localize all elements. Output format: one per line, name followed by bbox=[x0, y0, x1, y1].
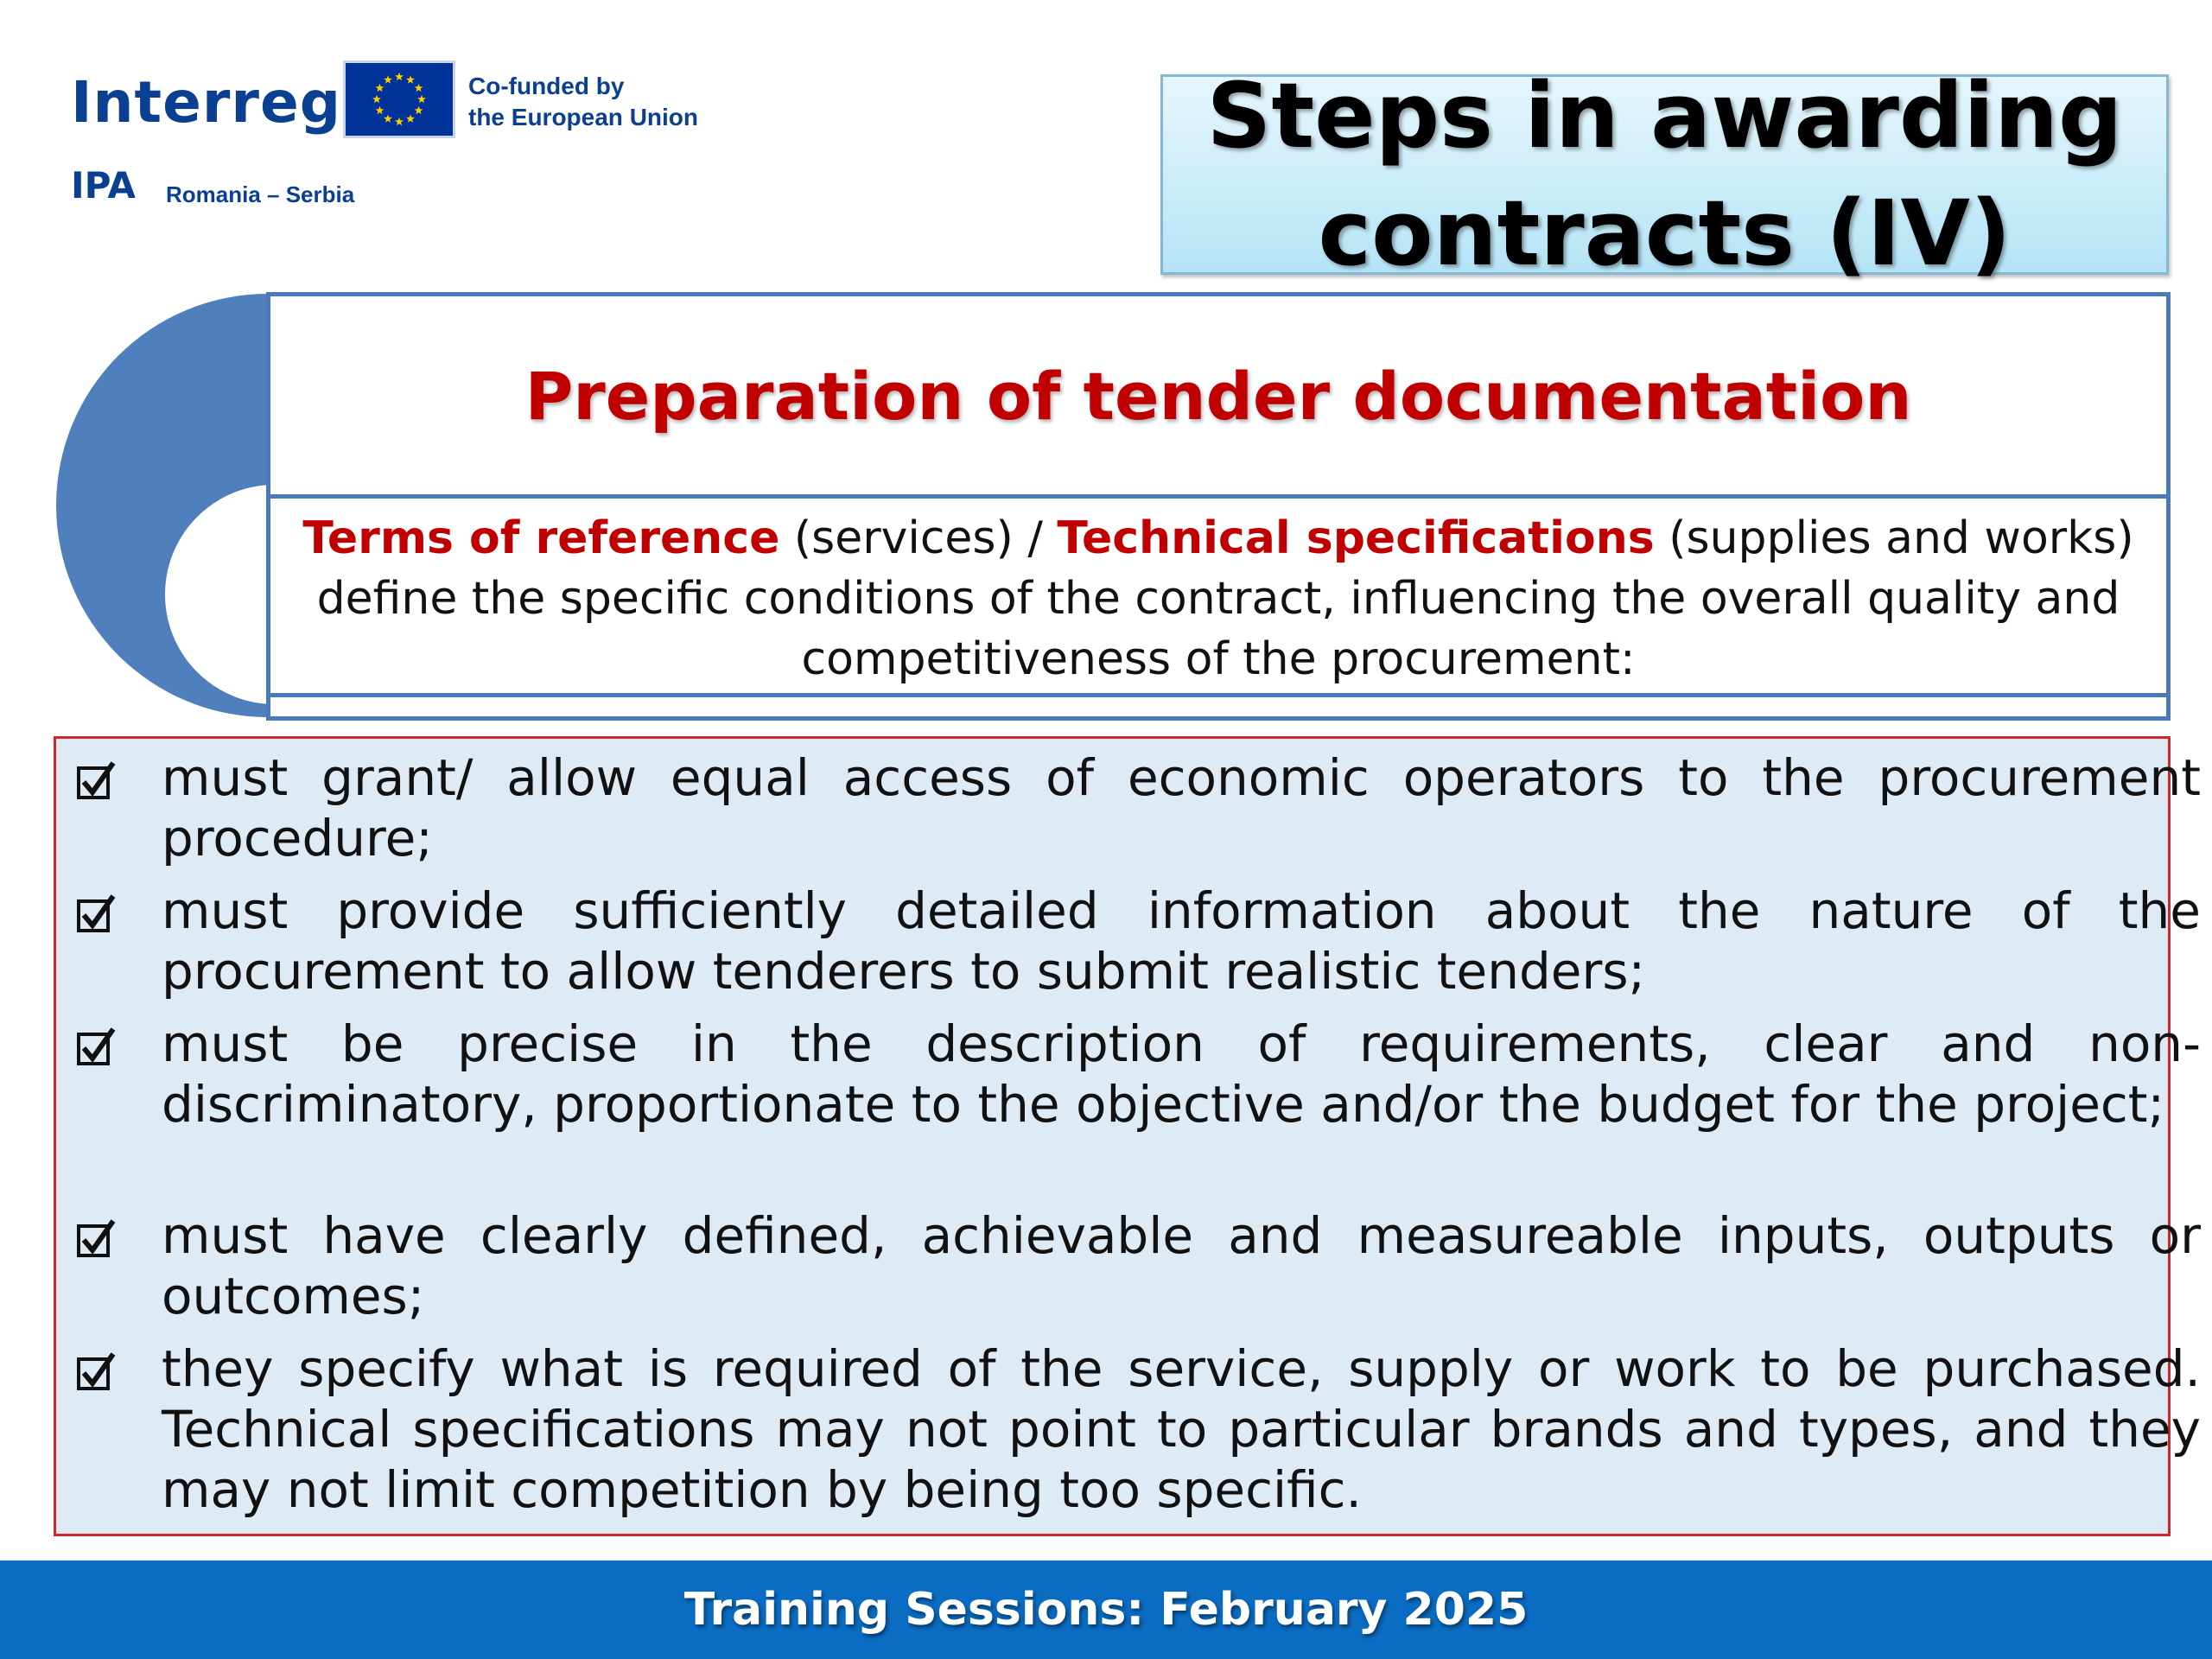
eu-star bbox=[376, 106, 385, 114]
region-label: Romania – Serbia bbox=[166, 181, 355, 207]
cofunded-line-1: Co-funded by bbox=[468, 73, 625, 99]
ipa-label: IPA bbox=[71, 164, 137, 207]
checkbox-checked-icon bbox=[73, 756, 122, 804]
intro-text-1: (services) / bbox=[779, 512, 1058, 564]
slide-title bbox=[1207, 57, 2123, 292]
intro-text-2: (supplies and works) define the specific conditions of the contract, influencing the overall quality and competitiveness of the procurement: bbox=[316, 512, 2134, 685]
checkbox-checked-icon bbox=[73, 1347, 122, 1395]
interreg-wordmark: Interreg bbox=[71, 69, 341, 136]
eu-star bbox=[384, 114, 392, 122]
slide-title-box bbox=[1160, 63, 2169, 286]
eu-star bbox=[372, 95, 381, 103]
eu-stars bbox=[346, 63, 453, 136]
cofunded-label bbox=[468, 71, 698, 133]
frame-bottom-line bbox=[266, 693, 2171, 697]
term-technical-specifications: Technical specifications bbox=[1057, 512, 1655, 564]
list-item-text: must grant/ allow equal access of economic operators to the procurement procedure; bbox=[162, 748, 2201, 868]
list-item-text: they specify what is required of the service, supply or work to be purchased. Technical specifications may not point to particular brands and types, and they may not limit competition by being too specific. bbox=[162, 1339, 2201, 1519]
eu-star bbox=[406, 114, 415, 122]
checkbox-checked-icon bbox=[73, 1214, 122, 1262]
eu-star bbox=[417, 95, 426, 103]
footer-bar bbox=[0, 1560, 2212, 1659]
list-item-text: must have clearly defined, achievable and measureable inputs, outputs or outcomes; bbox=[162, 1206, 2201, 1325]
requirements-box bbox=[54, 736, 2201, 1536]
slide-title-line-1: Steps in awarding bbox=[1206, 63, 2123, 168]
footer-text: Training Sessions: February 2025 bbox=[683, 1584, 1529, 1636]
list-item-text: must provide sufficiently detailed information about the nature of the procurement to allow tenderers to submit realistic tenders; bbox=[162, 881, 2201, 1001]
eu-star bbox=[384, 75, 392, 83]
eu-star bbox=[415, 84, 423, 92]
checkbox-checked-icon bbox=[73, 889, 122, 938]
checkbox-checked-icon bbox=[73, 1022, 122, 1071]
eu-star bbox=[395, 73, 404, 80]
eu-star bbox=[406, 75, 415, 83]
interreg-logo bbox=[71, 59, 728, 223]
slide-title-line-2: contracts (IV) bbox=[1318, 181, 2012, 286]
section-heading: Preparation of tender documentation bbox=[524, 357, 1912, 435]
eu-star bbox=[395, 118, 404, 125]
term-terms-of-reference: Terms of reference bbox=[302, 512, 780, 564]
eu-flag-icon bbox=[343, 60, 455, 138]
cofunded-line-2: the European Union bbox=[468, 104, 698, 130]
eu-star bbox=[376, 84, 385, 92]
circle-decoration bbox=[52, 294, 276, 717]
intro-paragraph bbox=[294, 508, 2143, 690]
list-item-text: must be precise in the description of requirements, clear and non-discriminatory, proportionate to the objective and/or the budget for the project; bbox=[162, 1014, 2201, 1134]
eu-star bbox=[415, 106, 423, 114]
